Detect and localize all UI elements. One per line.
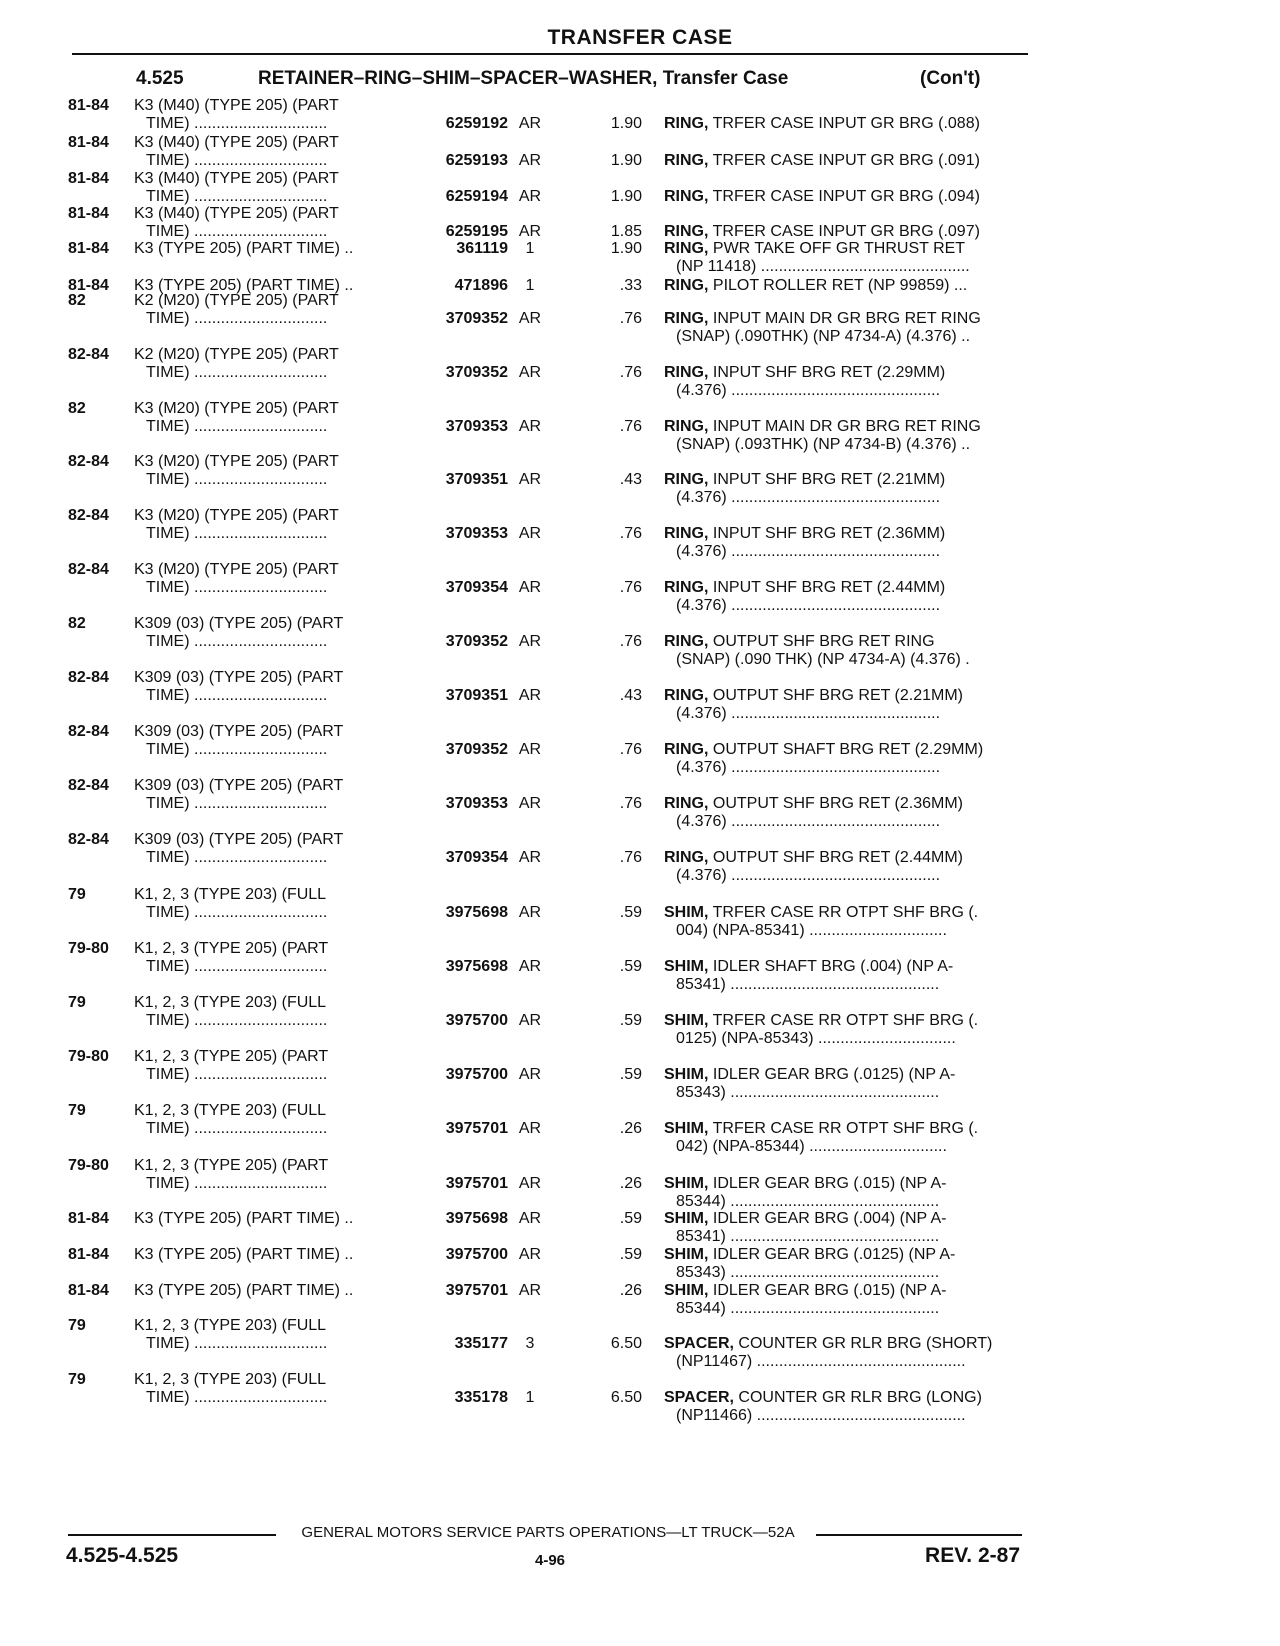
entry-description-text: INPUT MAIN DR GR BRG RET RING: [708, 418, 981, 435]
entry-model-cont: TIME) ..............................: [146, 310, 328, 327]
entry-years: 82: [68, 292, 86, 309]
entry-part-number: 3975700: [445, 1066, 508, 1083]
entry-model: K3 (M40) (TYPE 205) (PART: [134, 170, 339, 187]
entry-description-text: INPUT SHF BRG RET (2.44MM): [708, 579, 946, 596]
entry-part-type: RING,: [664, 633, 709, 650]
entry-part-type: SHIM,: [664, 1210, 709, 1227]
entry-description-text: INPUT SHF BRG RET (2.29MM): [708, 364, 946, 381]
entry-years: 82-84: [68, 346, 109, 363]
entry-years: 79-80: [68, 940, 109, 957]
entry-part-type: RING,: [664, 849, 709, 866]
entry-quantity: AR: [518, 1012, 542, 1029]
entry-years: 79: [68, 994, 86, 1011]
entry-description: [664, 470, 945, 489]
entry-description-text: TRFER CASE RR OTPT SHF BRG (.: [708, 904, 979, 921]
entry-part-type: SHIM,: [664, 1012, 709, 1029]
entry-description-cont: 0125) (NPA-85343) ...............................: [676, 1030, 956, 1047]
entry-years: 82-84: [68, 669, 109, 686]
entry-quantity: AR: [518, 795, 542, 812]
entry-model-cont: TIME) ..............................: [146, 741, 328, 758]
entry-description-text: TRFER CASE RR OTPT SHF BRG (.: [708, 1012, 979, 1029]
entry-price: 1.90: [610, 188, 642, 205]
entry-model-cont: TIME) ..............................: [146, 1012, 328, 1029]
entry-description-cont: (4.376) ...............................................: [676, 759, 941, 776]
entry-quantity: AR: [518, 418, 542, 435]
entry-description-cont: (SNAP) (.093THK) (NP 4734-B) (4.376) ..: [676, 436, 971, 453]
entry-part-number: 3709352: [445, 364, 508, 381]
entry-description-text: OUTPUT SHAFT BRG RET (2.29MM): [708, 741, 984, 758]
entry-part-number: 3709353: [445, 418, 508, 435]
entry-model-cont: TIME) ..............................: [146, 958, 328, 975]
entry-model-cont: TIME) ..............................: [146, 223, 328, 240]
entry-price: .76: [619, 418, 642, 435]
entry-part-type: SHIM,: [664, 1066, 709, 1083]
entry-description: [664, 1245, 955, 1264]
entry-description-cont: (4.376) ...............................................: [676, 813, 941, 830]
entry-quantity: AR: [518, 1120, 542, 1137]
page-number: 4-96: [534, 1552, 566, 1569]
entry-description: [664, 848, 963, 867]
entry-description-cont: (SNAP) (.090 THK) (NP 4734-A) (4.376) .: [676, 651, 970, 668]
entry-model: K1, 2, 3 (TYPE 203) (FULL: [134, 1371, 327, 1388]
entry-quantity: AR: [518, 525, 542, 542]
revision-date: REV. 2-87: [925, 1544, 1020, 1567]
entry-description-cont: 85344) ...............................................: [676, 1193, 940, 1210]
entry-description-text: COUNTER GR RLR BRG (LONG): [733, 1389, 982, 1406]
entry-quantity: AR: [518, 188, 542, 205]
entry-description-text: IDLER GEAR BRG (.015) (NP A-: [708, 1282, 947, 1299]
entry-part-number: 3975701: [445, 1282, 508, 1299]
entry-years: 79-80: [68, 1157, 109, 1174]
entry-price: .76: [619, 310, 642, 327]
entry-model: K3 (M40) (TYPE 205) (PART: [134, 134, 339, 151]
page-title: TRANSFER CASE: [547, 26, 733, 49]
entry-description-text: OUTPUT SHF BRG RET (2.36MM): [708, 795, 963, 812]
section-number: 4.525: [136, 68, 184, 89]
entry-quantity: AR: [518, 310, 542, 327]
entry-model: K3 (TYPE 205) (PART TIME) ..: [134, 240, 354, 257]
entry-price: .43: [619, 471, 642, 488]
entry-description: [664, 1388, 982, 1407]
entry-description-cont: (4.376) ...............................................: [676, 382, 941, 399]
entry-description: [664, 309, 981, 328]
entry-model-cont: TIME) ..............................: [146, 364, 328, 381]
entry-model: K1, 2, 3 (TYPE 205) (PART: [134, 940, 329, 957]
entry-part-number: 335177: [454, 1335, 508, 1352]
entry-description: [664, 524, 945, 543]
entry-quantity: AR: [518, 1282, 542, 1299]
entry-price: 1.90: [610, 115, 642, 132]
entry-model: K2 (M20) (TYPE 205) (PART: [134, 346, 339, 363]
entry-description-text: PILOT ROLLER RET (NP 99859) ...: [708, 277, 968, 294]
entry-quantity: AR: [518, 687, 542, 704]
entry-quantity: AR: [518, 849, 542, 866]
entry-description: [664, 578, 945, 597]
entry-description-cont: (4.376) ...............................................: [676, 489, 941, 506]
entry-model: K2 (M20) (TYPE 205) (PART: [134, 292, 339, 309]
entry-description-text: IDLER SHAFT BRG (.004) (NP A-: [708, 958, 954, 975]
entry-description: [664, 1065, 955, 1084]
entry-model-cont: TIME) ..............................: [146, 1175, 328, 1192]
entry-price: 1.85: [610, 223, 642, 240]
entry-part-type: SHIM,: [664, 958, 709, 975]
entry-part-type: RING,: [664, 795, 709, 812]
entry-description-cont: (SNAP) (.090THK) (NP 4734-A) (4.376) ..: [676, 328, 971, 345]
entry-model-cont: TIME) ..............................: [146, 115, 328, 132]
footer-publisher: GENERAL MOTORS SERVICE PARTS OPERATIONS—LT TRUCK—52A: [301, 1524, 795, 1541]
entry-years: 82-84: [68, 723, 109, 740]
entry-price: .76: [619, 633, 642, 650]
entry-description-text: IDLER GEAR BRG (.0125) (NP A-: [708, 1066, 956, 1083]
entry-price: .59: [619, 1246, 642, 1263]
entry-part-type: RING,: [664, 152, 709, 169]
entry-part-number: 6259194: [445, 188, 508, 205]
entry-model: K3 (TYPE 205) (PART TIME) ..: [134, 1210, 354, 1227]
entry-quantity: AR: [518, 741, 542, 758]
entry-description-cont: (NP11467) ...............................................: [676, 1353, 966, 1370]
entry-price: .59: [619, 958, 642, 975]
entry-years: 81-84: [68, 240, 109, 257]
entry-description: [664, 239, 965, 258]
entry-quantity: AR: [518, 115, 542, 132]
entry-years: 81-84: [68, 1282, 109, 1299]
entry-model: K1, 2, 3 (TYPE 205) (PART: [134, 1157, 329, 1174]
entry-quantity: AR: [518, 152, 542, 169]
entry-part-number: 3975701: [445, 1175, 508, 1192]
entry-description: [664, 1281, 946, 1300]
entry-price: 1.90: [610, 152, 642, 169]
entry-model-cont: TIME) ..............................: [146, 1389, 328, 1406]
entry-part-type: SHIM,: [664, 1282, 709, 1299]
entry-description-cont: 85341) ...............................................: [676, 1228, 940, 1245]
entry-part-type: RING,: [664, 471, 709, 488]
entry-price: 6.50: [610, 1389, 642, 1406]
entry-price: .26: [619, 1282, 642, 1299]
entry-part-number: 3709352: [445, 310, 508, 327]
entry-years: 81-84: [68, 1210, 109, 1227]
entry-part-type: SHIM,: [664, 1246, 709, 1263]
entry-years: 82-84: [68, 453, 109, 470]
entry-price: .59: [619, 1066, 642, 1083]
entry-years: 82-84: [68, 831, 109, 848]
entry-part-type: RING,: [664, 418, 709, 435]
entry-model-cont: TIME) ..............................: [146, 1335, 328, 1352]
entry-model: K1, 2, 3 (TYPE 203) (FULL: [134, 1102, 327, 1119]
entry-price: .76: [619, 525, 642, 542]
entry-part-number: 3975700: [445, 1012, 508, 1029]
entry-model-cont: TIME) ..............................: [146, 579, 328, 596]
entry-price: .59: [619, 1210, 642, 1227]
entry-part-type: RING,: [664, 277, 709, 294]
entry-quantity: 1: [525, 1389, 535, 1406]
entry-part-number: 3709354: [445, 579, 508, 596]
entry-part-number: 3709352: [445, 633, 508, 650]
entry-model-cont: TIME) ..............................: [146, 904, 328, 921]
entry-quantity: 1: [525, 277, 535, 294]
entry-description: [664, 1119, 978, 1138]
entry-description-cont: (NP 11418) ...............................................: [676, 258, 970, 275]
entry-description: [664, 903, 978, 922]
entry-description: [664, 1334, 992, 1353]
entry-description: [664, 1174, 946, 1193]
entry-description: [664, 1209, 946, 1228]
entry-price: .76: [619, 741, 642, 758]
entry-description: [664, 187, 980, 206]
footer-section-range: 4.525-4.525: [66, 1544, 179, 1567]
entry-part-type: RING,: [664, 240, 709, 257]
entry-part-number: 3975701: [445, 1120, 508, 1137]
entry-quantity: AR: [518, 1210, 542, 1227]
section-heading: [0, 68, 1280, 94]
entry-part-number: 3975700: [445, 1246, 508, 1263]
entry-description-text: OUTPUT SHF BRG RET (2.44MM): [708, 849, 963, 866]
entry-model: K309 (03) (TYPE 205) (PART: [134, 831, 344, 848]
entry-description-cont: 85341) ...............................................: [676, 976, 940, 993]
entry-model: K3 (M20) (TYPE 205) (PART: [134, 400, 339, 417]
entry-description-text: INPUT SHF BRG RET (2.36MM): [708, 525, 946, 542]
section-title: RETAINER–RING–SHIM–SPACER–WASHER, Transfer Case: [258, 68, 789, 89]
entry-description-text: INPUT SHF BRG RET (2.21MM): [708, 471, 946, 488]
entry-part-type: SPACER,: [664, 1335, 734, 1352]
entry-years: 81-84: [68, 170, 109, 187]
entry-description: [664, 1011, 978, 1030]
entry-description-cont: (4.376) ...............................................: [676, 543, 941, 560]
footer-rule-right: [816, 1534, 1022, 1536]
entry-description-text: IDLER GEAR BRG (.0125) (NP A-: [708, 1246, 956, 1263]
entry-years: 79: [68, 886, 86, 903]
entry-description-text: TRFER CASE RR OTPT SHF BRG (.: [708, 1120, 979, 1137]
entry-part-number: 3709351: [445, 471, 508, 488]
entry-model-cont: TIME) ..............................: [146, 687, 328, 704]
entry-years: 81-84: [68, 1246, 109, 1263]
entry-part-number: 3975698: [445, 958, 508, 975]
entry-years: 79: [68, 1317, 86, 1334]
entry-quantity: AR: [518, 579, 542, 596]
entry-part-number: 3709352: [445, 741, 508, 758]
entry-quantity: AR: [518, 904, 542, 921]
entry-model: K309 (03) (TYPE 205) (PART: [134, 669, 344, 686]
entry-model-cont: TIME) ..............................: [146, 471, 328, 488]
entry-model-cont: TIME) ..............................: [146, 1066, 328, 1083]
entry-part-number: 6259192: [445, 115, 508, 132]
entry-description: [664, 794, 963, 813]
entry-part-type: SHIM,: [664, 1175, 709, 1192]
entry-price: 1.90: [610, 240, 642, 257]
entry-description: [664, 363, 945, 382]
entry-price: .59: [619, 904, 642, 921]
entry-description-text: TRFER CASE INPUT GR BRG (.091): [708, 152, 980, 169]
entry-quantity: 1: [525, 240, 535, 257]
entry-model-cont: TIME) ..............................: [146, 1120, 328, 1137]
entry-quantity: AR: [518, 471, 542, 488]
entry-description-text: TRFER CASE INPUT GR BRG (.088): [708, 115, 980, 132]
entry-model: K3 (TYPE 205) (PART TIME) ..: [134, 277, 354, 294]
entry-years: 79-80: [68, 1048, 109, 1065]
entry-model: K3 (M20) (TYPE 205) (PART: [134, 507, 339, 524]
entry-price: .26: [619, 1120, 642, 1137]
entry-years: 79: [68, 1371, 86, 1388]
entry-description-text: OUTPUT SHF BRG RET (2.21MM): [708, 687, 963, 704]
entry-model: K309 (03) (TYPE 205) (PART: [134, 723, 344, 740]
entry-price: .33: [619, 277, 642, 294]
entry-years: 81-84: [68, 277, 109, 294]
entry-description: [664, 151, 980, 170]
entry-model-cont: TIME) ..............................: [146, 795, 328, 812]
entry-model-cont: TIME) ..............................: [146, 849, 328, 866]
entry-description: [664, 686, 963, 705]
entry-model: K3 (M40) (TYPE 205) (PART: [134, 97, 339, 114]
entry-model: K309 (03) (TYPE 205) (PART: [134, 615, 344, 632]
entry-part-type: RING,: [664, 188, 709, 205]
entry-description-cont: (4.376) ...............................................: [676, 705, 941, 722]
entry-years: 82-84: [68, 507, 109, 524]
entry-part-type: RING,: [664, 741, 709, 758]
entry-years: 82-84: [68, 561, 109, 578]
entry-description-cont: (4.376) ...............................................: [676, 597, 941, 614]
entry-part-type: RING,: [664, 364, 709, 381]
entry-part-number: 361119: [456, 240, 508, 257]
entry-part-number: 6259195: [445, 223, 508, 240]
entry-years: 79: [68, 1102, 86, 1119]
entry-description: [664, 740, 983, 759]
entry-part-type: RING,: [664, 525, 709, 542]
entry-model: K309 (03) (TYPE 205) (PART: [134, 777, 344, 794]
entry-model: K1, 2, 3 (TYPE 203) (FULL: [134, 886, 327, 903]
entry-part-type: SHIM,: [664, 1120, 709, 1137]
entry-price: .76: [619, 849, 642, 866]
entry-description-text: IDLER GEAR BRG (.015) (NP A-: [708, 1175, 947, 1192]
entry-part-type: RING,: [664, 579, 709, 596]
entry-model-cont: TIME) ..............................: [146, 418, 328, 435]
entry-description-text: IDLER GEAR BRG (.004) (NP A-: [708, 1210, 947, 1227]
entry-price: .26: [619, 1175, 642, 1192]
entry-years: 81-84: [68, 97, 109, 114]
entry-description-cont: 85344) ...............................................: [676, 1300, 940, 1317]
entry-quantity: AR: [518, 1175, 542, 1192]
entry-description: [664, 417, 981, 436]
entry-quantity: AR: [518, 223, 542, 240]
entry-price: 6.50: [610, 1335, 642, 1352]
entry-part-number: 471896: [454, 277, 508, 294]
entry-years: 82: [68, 400, 86, 417]
entry-price: .76: [619, 364, 642, 381]
entry-part-number: 3975698: [445, 1210, 508, 1227]
entry-part-type: RING,: [664, 223, 709, 240]
entry-description: [664, 276, 967, 295]
header-rule: [72, 53, 1028, 55]
entry-description-cont: (4.376) ...............................................: [676, 867, 941, 884]
entry-description-cont: 004) (NPA-85341) ...............................: [676, 922, 947, 939]
entry-description-text: INPUT MAIN DR GR BRG RET RING: [708, 310, 981, 327]
entry-model: K3 (TYPE 205) (PART TIME) ..: [134, 1246, 354, 1263]
entry-model-cont: TIME) ..............................: [146, 152, 328, 169]
entry-part-type: RING,: [664, 310, 709, 327]
entry-quantity: AR: [518, 1066, 542, 1083]
entry-model: K3 (M40) (TYPE 205) (PART: [134, 205, 339, 222]
entry-model: K3 (M20) (TYPE 205) (PART: [134, 561, 339, 578]
entry-price: .76: [619, 795, 642, 812]
entry-description-cont: (NP11466) ...............................................: [676, 1407, 966, 1424]
entry-description: [664, 632, 935, 651]
entry-part-number: 3975698: [445, 904, 508, 921]
section-continued: (Con't): [920, 68, 981, 89]
entry-part-type: RING,: [664, 687, 709, 704]
entry-model: K1, 2, 3 (TYPE 205) (PART: [134, 1048, 329, 1065]
entry-description-text: OUTPUT SHF BRG RET RING: [708, 633, 935, 650]
entry-years: 81-84: [68, 205, 109, 222]
entry-quantity: AR: [518, 364, 542, 381]
entry-model: K3 (TYPE 205) (PART TIME) ..: [134, 1282, 354, 1299]
entry-part-number: 3709354: [445, 849, 508, 866]
entry-description: [664, 957, 953, 976]
entry-price: .59: [619, 1012, 642, 1029]
entry-description-cont: 042) (NPA-85344) ...............................: [676, 1138, 947, 1155]
entry-part-number: 3709351: [445, 687, 508, 704]
entry-part-number: 3709353: [445, 525, 508, 542]
entry-years: 81-84: [68, 134, 109, 151]
entry-quantity: 3: [525, 1335, 535, 1352]
entry-description-text: COUNTER GR RLR BRG (SHORT): [733, 1335, 993, 1352]
entry-part-number: 6259193: [445, 152, 508, 169]
entry-price: .76: [619, 579, 642, 596]
entry-description: [664, 114, 980, 133]
entry-years: 82: [68, 615, 86, 632]
entry-quantity: AR: [518, 633, 542, 650]
entry-description-cont: 85343) ...............................................: [676, 1084, 940, 1101]
entry-description-text: TRFER CASE INPUT GR BRG (.094): [708, 188, 980, 205]
entry-part-type: SPACER,: [664, 1389, 734, 1406]
entry-model: K1, 2, 3 (TYPE 203) (FULL: [134, 1317, 327, 1334]
entry-model: K1, 2, 3 (TYPE 203) (FULL: [134, 994, 327, 1011]
entry-part-type: RING,: [664, 115, 709, 132]
entry-model-cont: TIME) ..............................: [146, 525, 328, 542]
entry-price: .43: [619, 687, 642, 704]
entry-model-cont: TIME) ..............................: [146, 633, 328, 650]
entry-part-type: SHIM,: [664, 904, 709, 921]
entry-description-cont: 85343) ...............................................: [676, 1264, 940, 1281]
footer-rule-left: [68, 1534, 276, 1536]
entry-quantity: AR: [518, 1246, 542, 1263]
entry-years: 82-84: [68, 777, 109, 794]
entry-description-text: PWR TAKE OFF GR THRUST RET: [708, 240, 966, 257]
entry-part-number: 335178: [454, 1389, 508, 1406]
entry-model-cont: TIME) ..............................: [146, 188, 328, 205]
entry-part-number: 3709353: [445, 795, 508, 812]
entry-model: K3 (M20) (TYPE 205) (PART: [134, 453, 339, 470]
entry-quantity: AR: [518, 958, 542, 975]
entry-description-text: TRFER CASE INPUT GR BRG (.097): [708, 223, 980, 240]
